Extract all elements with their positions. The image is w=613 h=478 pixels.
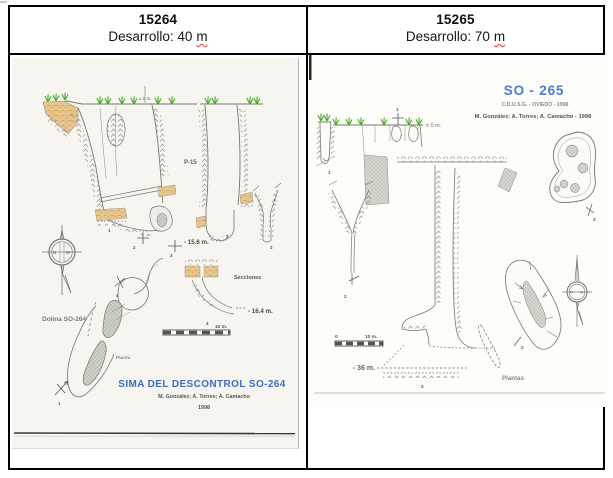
label-depth-side: - 16.4 m. xyxy=(248,308,273,315)
sections-drawing xyxy=(185,262,246,314)
cave-id-right: 15265 xyxy=(436,12,475,27)
header-cell-left xyxy=(10,7,306,53)
development-left-text: Desarrollo: 40 xyxy=(108,29,193,44)
right-surface xyxy=(318,114,423,126)
cave-id-left: 15264 xyxy=(138,12,178,27)
right-map-club: C.D.U.S.G. - OVIEDO - 1998 xyxy=(501,102,569,108)
label-scale: 10 m. xyxy=(215,325,228,330)
left-survey-svg xyxy=(12,58,298,448)
cave-table xyxy=(8,5,605,470)
label-depth-36: - 36 m. xyxy=(352,365,375,372)
right-compass-letter-m: M xyxy=(580,290,583,295)
right-survey-svg xyxy=(309,55,607,407)
mark-blob-3: 3 xyxy=(593,217,596,222)
development-left xyxy=(10,29,306,44)
mark-funnel-2: 2 xyxy=(344,294,347,299)
deep-shaft-section xyxy=(383,165,495,366)
scan-edge-bar xyxy=(309,55,312,80)
compass-letter-n: N xyxy=(53,250,57,255)
surface-line xyxy=(43,86,263,104)
right-map-authors: M. González; A. Torres; A. Camacho - 1998 xyxy=(474,114,592,120)
label-right-scale-0: 0 xyxy=(335,335,338,340)
left-map-authors: M. González; A. Torres; A. Camacho xyxy=(158,394,250,400)
development-right-text: Desarrollo: 70 xyxy=(405,29,490,44)
label-surface-zero: ± 0 m. xyxy=(139,96,152,101)
scan-edge-artifact xyxy=(0,1,7,3)
mark-sec-4: 4 xyxy=(206,321,209,326)
label-right-scale-10: 10 m. xyxy=(365,335,378,340)
label-plans: Plantas xyxy=(502,375,525,382)
label-sections: Secciones xyxy=(234,275,262,281)
label-depth-main: - 15.6 m. xyxy=(184,239,209,246)
mark-floor-3: 3 xyxy=(421,384,424,389)
survey-image-so264[interactable] xyxy=(12,58,299,449)
plan-view xyxy=(67,258,163,397)
main-pit-section xyxy=(73,105,176,234)
side-section-3 xyxy=(253,183,281,242)
right-map-title: SO - 265 xyxy=(503,83,565,98)
plan-arrow-1 xyxy=(55,381,68,395)
blob-plan-section xyxy=(550,132,596,216)
mark-plan-2: 2 xyxy=(521,345,524,350)
label-pitch: P-15 xyxy=(184,160,197,166)
right-scale-bar xyxy=(335,341,383,346)
development-right xyxy=(308,29,603,44)
mark-plan-1: 1 xyxy=(58,401,61,406)
mark-side-3: 3 xyxy=(270,245,273,250)
left-map-title: SIMA DEL DESCONTROL SO-264 xyxy=(118,379,286,390)
mark-shaft-1: 1 xyxy=(328,170,331,175)
label-plan: Planta xyxy=(116,356,131,361)
left-map-year: 1998 xyxy=(198,405,210,411)
label-doline: Dolina SO-264 xyxy=(42,316,87,323)
section-cross-3 xyxy=(168,240,182,252)
header-cell-right xyxy=(308,7,603,53)
development-right-unit: m xyxy=(493,29,506,44)
right-cross-1 xyxy=(392,113,404,125)
compass-rose xyxy=(42,225,82,295)
mark-pit-2: 2 xyxy=(226,234,229,239)
right-compass-rose xyxy=(562,255,592,327)
grass-tufts xyxy=(45,93,260,105)
development-left-unit: m xyxy=(196,29,208,44)
mark-cross-2: 2 xyxy=(133,245,136,250)
survey-image-so265[interactable] xyxy=(309,55,607,407)
scale-bar xyxy=(163,330,230,335)
mark-top-1: 1 xyxy=(396,107,399,112)
label-right-surface: ± 0 m. xyxy=(426,123,442,129)
left-small-shaft xyxy=(316,122,335,166)
elongated-plan xyxy=(479,260,561,367)
column-divider xyxy=(306,7,308,468)
compass-letter-m: M xyxy=(66,250,70,255)
pitch-shaft-section xyxy=(196,105,253,241)
right-compass-letter-n: N xyxy=(570,290,573,295)
funnel-section xyxy=(329,181,373,285)
mark-cross-3: 3 xyxy=(170,253,173,258)
mark-plan-4: 4 xyxy=(116,293,119,298)
mark-chamber-1: 1 xyxy=(108,228,111,233)
scan-bottom-line xyxy=(14,433,295,434)
